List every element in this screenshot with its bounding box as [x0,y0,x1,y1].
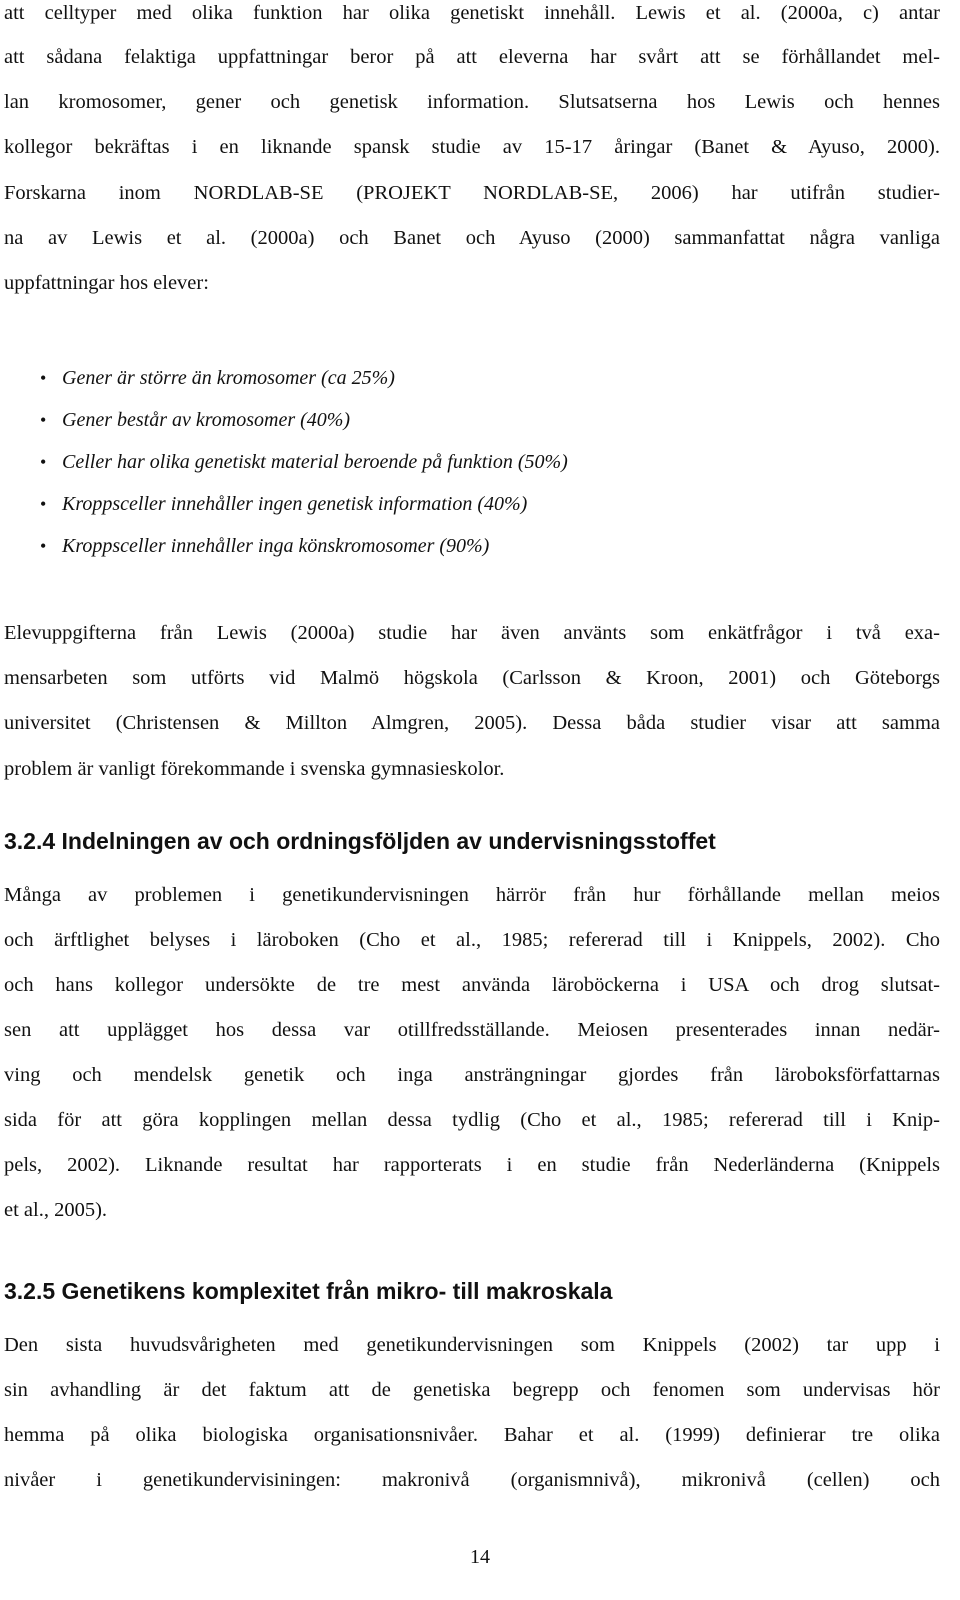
section-heading-3-2-5: 3.2.5 Genetikens komplexitet från mikro- till makroskala [4,1278,613,1304]
list-item-text: Celler har olika genetiskt material beroende på funktion (50%) [62,451,568,473]
text-line: och hans kollegor undersökte de tre mest använda läroböckerna i USA och drog slutsat- [4,974,940,996]
text-line: lan kromosomer, gener och genetisk information. Slutsatserna hos Lewis och hennes [4,91,940,113]
text-line: nivåer i genetikundervisiningen: makronivå (organismnivå), mikronivå (cellen) och [4,1469,940,1491]
list-item-text: Kroppsceller innehåller ingen genetisk information (40%) [62,493,528,515]
text-line: uppfattningar hos elever: [4,272,209,294]
bullet-icon: • [40,536,47,556]
text-line: kollegor bekräftas i en liknande spansk studie av 15-17 åringar (Banet & Ayuso, 2000). [4,136,940,158]
text-line: att sådana felaktiga uppfattningar beror på att eleverna har svårt att se förhållandet mel- [4,46,940,68]
text-line: sida för att göra kopplingen mellan dessa tydlig (Cho et al., 1985; refererad till i Knip- [4,1109,940,1131]
text-line: universitet (Christensen & Millton Almgren, 2005). Dessa båda studier visar att samma [4,712,940,734]
bullet-icon: • [40,494,47,514]
list-item-text: Kroppsceller innehåller inga könskromosomer (90%) [62,535,490,557]
text-line: Elevuppgifterna från Lewis (2000a) studie har även använts som enkätfrågor i två exa- [4,622,940,644]
text-line: Många av problemen i genetikundervisningen härrör från hur förhållande mellan meios [4,884,940,906]
page-number: 14 [470,1546,490,1568]
text-line: pels, 2002). Liknande resultat har rapporterats i en studie från Nederländerna (Knippels [4,1154,940,1176]
list-item-text: Gener består av kromosomer (40%) [62,409,351,431]
text-line: sen att upplägget hos dessa var otillfredsställande. Meiosen presenterades innan nedär- [4,1019,940,1041]
list-item-text: Gener är större än kromosomer (ca 25%) [62,367,395,389]
text-line: att celltyper med olika funktion har olika genetiskt innehåll. Lewis et al. (2000a, c) antar [4,2,940,24]
text-line: och ärftlighet belyses i läroboken (Cho et al., 1985; refererad till i Knippels, 2002). Cho [4,929,940,951]
bullet-icon: • [40,368,47,388]
bullet-icon: • [40,452,47,472]
text-line: et al., 2005). [4,1199,108,1221]
text-line: mensarbeten som utförts vid Malmö högskola (Carlsson & Kroon, 2001) och Göteborgs [4,667,940,689]
text-line: Forskarna inom NORDLAB-SE (PROJEKT NORDLAB-SE, 2006) har utifrån studier- [4,182,940,204]
text-line: sin avhandling är det faktum att de genetiska begrepp och fenomen som undervisas hör [4,1379,940,1401]
text-line: ving och mendelsk genetik och inga ansträngningar gjordes från läroboksförfattarnas [4,1064,940,1086]
text-line: Den sista huvudsvårigheten med genetikundervisningen som Knippels (2002) tar upp i [4,1334,940,1356]
section-heading-3-2-4: 3.2.4 Indelningen av och ordningsföljden av undervisningsstoffet [4,828,716,854]
text-line: na av Lewis et al. (2000a) och Banet och Ayuso (2000) sammanfattat några vanliga [4,227,940,249]
bullet-icon: • [40,410,47,430]
text-line: hemma på olika biologiska organisationsnivåer. Bahar et al. (1999) definierar tre olika [4,1424,940,1446]
text-line: problem är vanligt förekommande i svenska gymnasieskolor. [4,758,505,780]
